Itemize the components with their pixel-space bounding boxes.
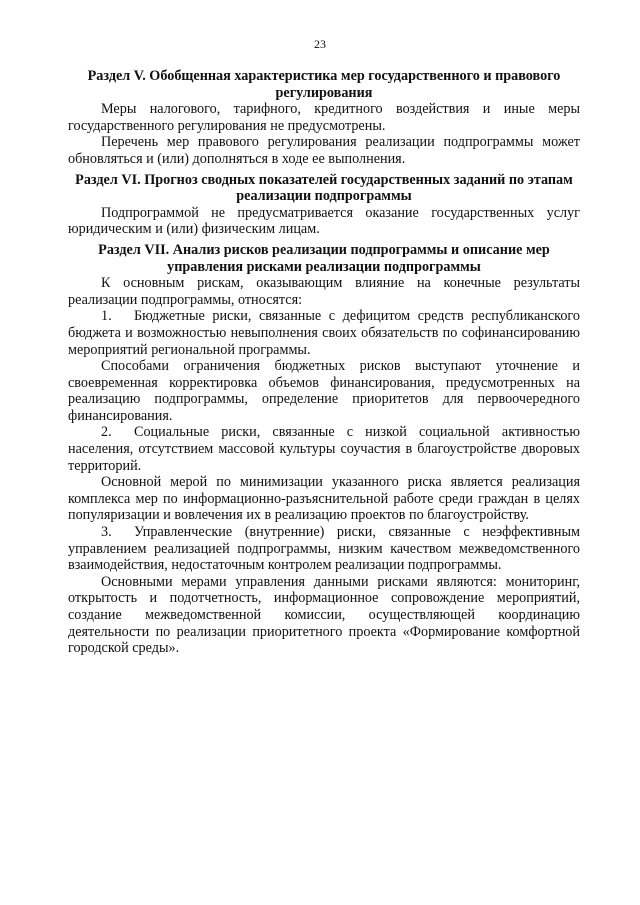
page-number: 23 (314, 37, 326, 51)
section-6-title: Раздел VI. Прогноз сводных показателей государственных заданий по этапам реализации подпрограммы (75, 171, 573, 205)
risk-item-2 (68, 424, 580, 474)
section-5-paragraph: Перечень мер правового регулирования реализации подпрограммы может обновляться и (или) дополняться в ходе ее выполнения. (68, 134, 580, 167)
risk-item-1-text: Бюджетные риски, связанные с дефицитом средств республиканского бюджета и возможностью невыполнения своих обязательств по софинансированию мероприятий региональной программы. (68, 308, 580, 358)
risk-item-2-text: Социальные риски, связанные с низкой социальной активностью населения, отсутствием массовой культуры соучастия в благоустройстве дворовых территорий. (68, 424, 580, 474)
risk-item-2-measures: Основной мерой по минимизации указанного риска является реализация комплекса мер по информационно-разъяснительной работе среди граждан в целях популяризации и вовлечения их в реализацию проектов по благоустройству. (68, 474, 580, 524)
risk-item-1-measures: Способами ограничения бюджетных рисков выступают уточнение и своевременная корректировка объемов финансирования, предусмотренных на реализацию подпрограммы, определение приоритетов для первоочередного финансирования. (68, 358, 580, 424)
section-7-title: Раздел VII. Анализ рисков реализации подпрограммы и описание мер управления рисками реализации подпрограммы (98, 241, 550, 275)
page-content (68, 68, 580, 657)
risk-item-3-number: 3. (101, 524, 112, 541)
risk-item-1 (68, 308, 580, 358)
risk-item-1-number: 1. (101, 308, 112, 325)
risk-item-3-measures: Основными мерами управления данными рисками являются: мониторинг, открытость и подотчетность, информационное сопровождение мероприятий, создание межведомственной комиссии, осуществляющей координацию деятельности по реализации приоритетного проекта «Формирование комфортной городской среды». (68, 573, 580, 657)
section-6-paragraph: Подпрограммой не предусматривается оказание государственных услуг юридическим и (или) физическим лицам. (68, 204, 580, 238)
risk-item-3 (68, 524, 580, 574)
section-5-paragraph: Меры налогового, тарифного, кредитного воздействия и иные меры государственного регулирования не предусмотрены. (68, 101, 580, 134)
section-7-intro: К основным рискам, оказывающим влияние на конечные результаты реализации подпрограммы, относятся: (68, 275, 580, 308)
risk-item-3-text: Управленческие (внутренние) риски, связанные с неэффективным управлением реализацией подпрограммы, низким качеством межведомственного взаимодействия, недостаточным контролем реализации подпрограммы. (68, 524, 580, 574)
risk-item-2-number: 2. (101, 424, 112, 441)
section-5-title: Раздел V. Обобщенная характеристика мер государственного и правового регулирования (87, 68, 561, 101)
